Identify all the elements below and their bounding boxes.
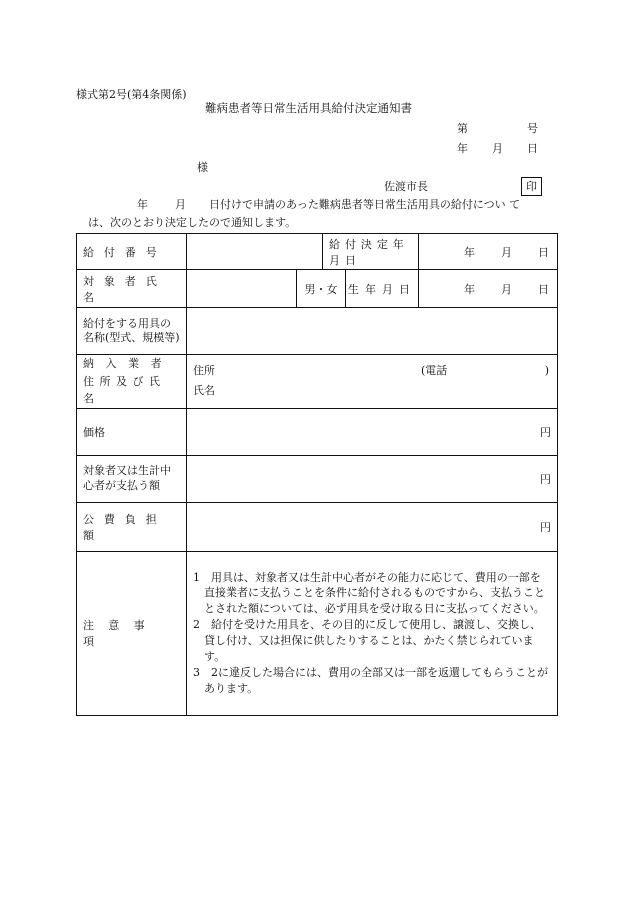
vendor-address-label: 住所	[193, 363, 215, 377]
item-name-value	[187, 308, 558, 355]
birth-date-month: 月	[501, 282, 512, 296]
subject-name-value	[187, 270, 297, 308]
grant-date-year: 年	[464, 245, 475, 259]
birth-date-year: 年	[464, 282, 475, 296]
public-pay-label: 公費負担額	[77, 502, 187, 551]
self-pay-label: 対象者又は生計中心者が支払う額	[77, 455, 187, 502]
grant-date-month: 月	[501, 245, 512, 259]
birth-date-day: 日	[538, 282, 549, 296]
note-2: 2 給付を受けた用具を、その目的に反して使用し、譲渡し、交換し、貸し付け、又は担保に供したりすることは、かたく禁じられています。	[193, 618, 541, 664]
date-day: 日	[527, 142, 538, 155]
vendor-name-label: 氏名	[193, 384, 215, 398]
sex-options: 男・女	[297, 270, 346, 307]
birth-date-value	[419, 270, 558, 308]
self-pay-yen: 円	[187, 455, 558, 502]
grant-date-value	[419, 234, 558, 270]
public-pay-yen: 円	[187, 502, 558, 551]
number-prefix: 第	[457, 122, 468, 135]
intro-line-1: 日付けで申請のあった難病患者等日常生活用具の給付につい て	[209, 198, 521, 211]
notice-table	[76, 233, 558, 716]
vendor-value	[187, 355, 558, 409]
grant-date-label: 給付決定年月日	[323, 234, 419, 270]
notes-content	[187, 551, 558, 715]
vendor-label-line-2: 住所及び氏名	[83, 374, 166, 406]
addressee-suffix: 様	[197, 161, 208, 174]
note-1: 1 用具は、対象者又は生計中心者がその能力に応じて、費用の一部を直接業者に支払うことを条件に給付されるものですから、支払うこととされた額については、必ず用具を受け取る日に支払ってください。	[193, 570, 545, 616]
note-3: 3 2に違反した場合には、費用の全部又は一部を返還してもらうことがあります。	[193, 666, 548, 696]
document-title: 難病患者等日常生活用具給付決定通知書	[205, 101, 412, 115]
subject-name-label: 対象者氏名	[77, 270, 187, 308]
seal-mark: 印	[521, 177, 542, 196]
item-name-label: 給付をする用具の名称(型式、規模等)	[77, 308, 187, 355]
vendor-label-line-1: 納入業者	[83, 357, 174, 370]
intro-year: 年	[137, 198, 148, 211]
form-id: 様式第2号(第4条関係)	[76, 88, 187, 101]
grant-date-day: 日	[538, 245, 549, 259]
vendor-phone-open: (電話	[421, 363, 448, 377]
vendor-phone-close: )	[544, 363, 549, 377]
number-suffix: 号	[527, 122, 538, 135]
vendor-label	[77, 355, 187, 409]
price-label	[77, 408, 187, 455]
intro-line-2: は、次のとおり決定したので通知します。	[88, 216, 297, 229]
date-month: 月	[492, 142, 503, 155]
date-year: 年	[457, 142, 468, 155]
intro-month: 月	[175, 198, 186, 211]
price-yen: 円	[187, 408, 558, 455]
issuer-name: 佐渡市長	[384, 180, 428, 193]
grant-no-label: 給付番号	[77, 234, 187, 270]
birth-date-label: 生年月日	[347, 282, 417, 296]
price-label-text: 価格	[83, 425, 105, 439]
notes-label: 注意事項	[77, 551, 187, 715]
grant-no-value	[187, 234, 323, 270]
